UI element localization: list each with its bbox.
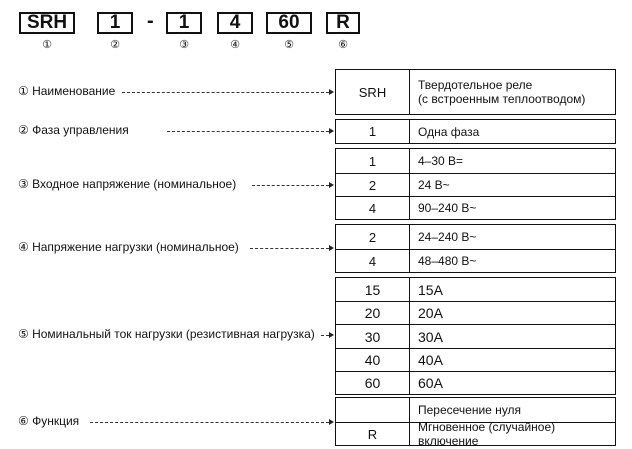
code-number-3: ③ [179,39,189,51]
table-name [335,69,616,115]
option-description-line1: Твердотельное реле [418,78,533,92]
code-number-6: ⑥ [338,39,348,51]
option-code: 15 [336,278,410,301]
option-description: 24 В~ [418,178,450,192]
code-part-phase: 1 [97,12,133,34]
table-row [336,301,615,324]
table-row [336,398,615,422]
arrow-icon [329,182,334,188]
option-description: 48–480 В~ [418,254,477,268]
section-label-phase: ② Фаза управления [18,123,129,137]
option-description: 4–30 В= [418,154,464,168]
option-description: 15A [418,281,443,298]
option-code: 1 [336,120,410,143]
option-code: 4 [336,250,410,272]
leader-line [321,335,329,336]
section-label-load-voltage: ④ Напряжение нагрузки (номинальное) [18,240,239,254]
option-code: R [336,423,410,445]
option-description: 20A [418,305,443,321]
table-input-voltage [335,148,616,220]
code-separator: - [147,10,154,32]
code-number-2: ② [110,39,120,51]
table-function [335,397,616,446]
arrow-icon [329,332,334,338]
option-description: 60A [418,375,443,391]
code-number-1: ① [42,39,52,51]
option-code [336,398,410,422]
option-code: SRH [336,70,410,114]
table-load-voltage [335,224,616,273]
option-description: Пересечение нуля [418,403,522,417]
section-label-input-voltage: ③ Входное напряжение (номинальное) [18,177,237,191]
table-row [336,196,615,219]
section-label-load-current: ⑤ Номинальный ток нагрузки (резистивная нагрузка) [18,327,315,341]
code-number-4: ④ [230,39,240,51]
option-description: Мгновенное (случайное) включение [418,420,556,448]
table-row [336,420,615,448]
leader-line [122,92,329,93]
leader-line [90,422,329,423]
option-code: 20 [336,302,410,324]
option-code: 30 [336,325,410,348]
code-part-current: 60 [266,12,312,34]
table-row [336,70,615,114]
leader-line [167,131,329,132]
option-code: 40 [336,349,410,371]
option-code: 60 [336,372,410,394]
option-code: 4 [336,197,410,219]
option-description: Одна фаза [418,124,480,139]
option-description [410,70,615,114]
leader-line [250,248,329,249]
option-description: 24–240 В~ [418,230,477,244]
table-row [336,120,615,143]
leader-line [252,185,329,186]
section-label-function: ⑥ Функция [18,414,80,428]
code-number-5: ⑤ [284,39,294,51]
table-phase [335,119,616,144]
option-code: 2 [336,174,410,196]
option-description: 40A [418,352,443,368]
arrow-icon [329,128,334,134]
table-row [336,348,615,371]
option-code: 1 [336,149,410,173]
table-row [336,173,615,196]
table-row [336,249,615,272]
arrow-icon [329,89,334,95]
code-part-input: 1 [166,12,202,34]
table-row [336,371,615,394]
option-description: 30A [418,328,443,345]
code-part-load-voltage: 4 [217,12,253,34]
option-description: 90–240 В~ [418,201,477,215]
table-row [336,225,615,249]
code-part-name: SRH [19,12,75,34]
table-load-current [335,277,616,395]
arrow-icon [329,245,334,251]
table-row [336,324,615,348]
table-row [336,278,615,301]
option-code: 2 [336,225,410,249]
arrow-icon [329,419,334,425]
option-description-line2: (с встроенным теплоотводом) [418,92,586,106]
code-part-function: R [326,12,360,34]
section-label-name: ① Наименование [18,84,116,98]
table-row [336,149,615,173]
